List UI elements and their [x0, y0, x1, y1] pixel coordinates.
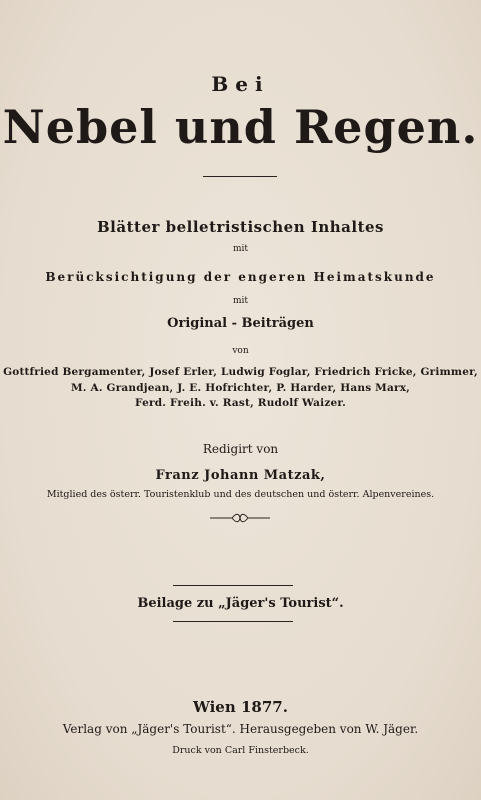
subtitle-line-1: Blätter belletristischen Inhaltes	[96, 218, 384, 236]
authors-line-3: Ferd. Freih. v. Rast, Rudolf Waizer.	[135, 397, 346, 409]
connector-1: mit	[232, 244, 249, 254]
supplement-top-rule	[173, 585, 293, 586]
edited-by: Redigirt von	[202, 442, 279, 456]
subtitle-line-3: Original - Beiträgen	[167, 316, 314, 331]
connector-3: von	[232, 346, 249, 356]
title-divider	[203, 176, 277, 177]
ornament-divider-icon	[208, 512, 272, 524]
main-title: Nebel und Regen.	[2, 100, 479, 154]
printer-line: Druck von Carl Finsterbeck.	[172, 745, 309, 756]
editor-name: Franz Johann Matzak,	[155, 468, 326, 483]
supplement-note: Beilage zu „Jäger's Tourist“.	[137, 596, 344, 611]
authors-line-1: Gottfried Bergamenter, Josef Erler, Ludwig Foglar, Friedrich Fricke, Grimmer,	[3, 366, 478, 378]
connector-2: mit	[232, 296, 249, 306]
authors-line-2: M. A. Grandjean, J. E. Hofrichter, P. Harder, Hans Marx,	[70, 382, 411, 394]
pre-title: Bei	[211, 72, 270, 96]
place-year: Wien 1877.	[193, 698, 288, 716]
supplement-bottom-rule	[173, 621, 293, 622]
subtitle-line-2: Berücksichtigung der engeren Heimatskunde	[45, 270, 436, 284]
editor-membership: Mitglied des österr. Touristenklub und des deutschen und österr. Alpenvereines.	[46, 489, 435, 500]
publisher-line: Verlag von „Jäger's Tourist“. Herausgegeben von W. Jäger.	[62, 722, 419, 736]
